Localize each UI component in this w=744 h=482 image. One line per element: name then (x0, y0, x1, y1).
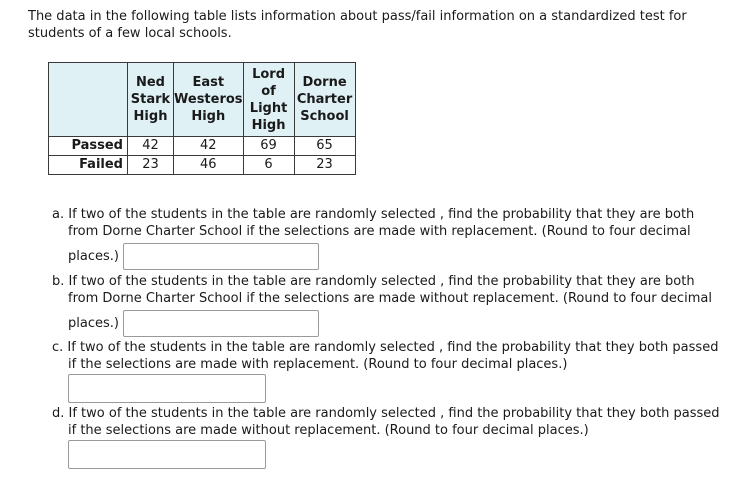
intro-text (28, 8, 728, 42)
header-lord-of-light-high (243, 63, 294, 137)
table-row-failed (49, 156, 356, 175)
header-text: School (300, 109, 349, 124)
header-text: Ned (135, 75, 165, 90)
header-text: Westeros (174, 92, 243, 107)
question-b (52, 273, 732, 337)
question-b-line-2: from Dorne Charter School if the selections are made without replacement. (Round to four decimal (68, 291, 712, 306)
table-cell: 23 (128, 156, 174, 175)
question-d-line-2: if the selections are made without replacement. (Round to four decimal places.) (68, 423, 589, 438)
header-text: East (192, 75, 225, 90)
table-corner-cell (49, 63, 128, 137)
header-dorne-charter-school (294, 63, 355, 137)
table-header-row (49, 63, 356, 137)
table-cell: 42 (174, 137, 244, 156)
header-text: Lord (252, 66, 286, 82)
table-cell: 23 (294, 156, 355, 175)
table-cell: 42 (128, 137, 174, 156)
question-a-line-1: a. If two of the students in the table are randomly selected , find the probability that they are both (52, 207, 695, 222)
answer-c-input[interactable] (68, 374, 266, 403)
answer-d-input[interactable] (68, 440, 266, 469)
question-a-places-text: places.) (68, 249, 119, 264)
header-text: of (261, 83, 276, 99)
table-cell: 6 (243, 156, 294, 175)
question-a (52, 206, 732, 270)
table-row-passed (49, 137, 356, 156)
header-text: Dorne (302, 75, 347, 90)
pass-fail-table (48, 62, 356, 175)
table-cell: 65 (294, 137, 355, 156)
row-label-failed: Failed (49, 156, 128, 175)
question-b-places-text: places.) (68, 316, 119, 331)
question-d-line-1: d. If two of the students in the table are randomly selected , find the probability that they both passed (52, 406, 720, 421)
row-label-passed: Passed (49, 137, 128, 156)
table-cell: 46 (174, 156, 244, 175)
header-text: High (251, 117, 286, 133)
question-d (52, 405, 732, 439)
header-text: High (191, 109, 226, 124)
intro-line-1: The data in the following table lists information about pass/fail information on a standardized test for (28, 9, 687, 24)
header-text: Light (249, 100, 288, 116)
answer-b-input[interactable] (123, 310, 319, 337)
table-cell: 69 (243, 137, 294, 156)
question-b-line-3 (52, 310, 732, 337)
answer-a-input[interactable] (123, 243, 319, 270)
question-b-line-1: b. If two of the students in the table are randomly selected , find the probability that they are both (52, 274, 695, 289)
header-text: Charter (296, 92, 353, 107)
question-c-line-2: if the selections are made with replacement. (Round to four decimal places.) (68, 357, 568, 372)
question-c (52, 339, 732, 373)
header-ned-stark-high (128, 63, 174, 137)
question-a-line-2: from Dorne Charter School if the selections are made with replacement. (Round to four decimal (68, 224, 691, 239)
header-text: Stark (130, 92, 171, 107)
intro-line-2: students of a few local schools. (28, 26, 232, 41)
header-text: High (133, 109, 168, 124)
question-a-line-3 (52, 243, 732, 270)
question-c-line-1: c. If two of the students in the table are randomly selected , find the probability that they both passed (52, 340, 719, 355)
header-east-westeros-high (174, 63, 244, 137)
